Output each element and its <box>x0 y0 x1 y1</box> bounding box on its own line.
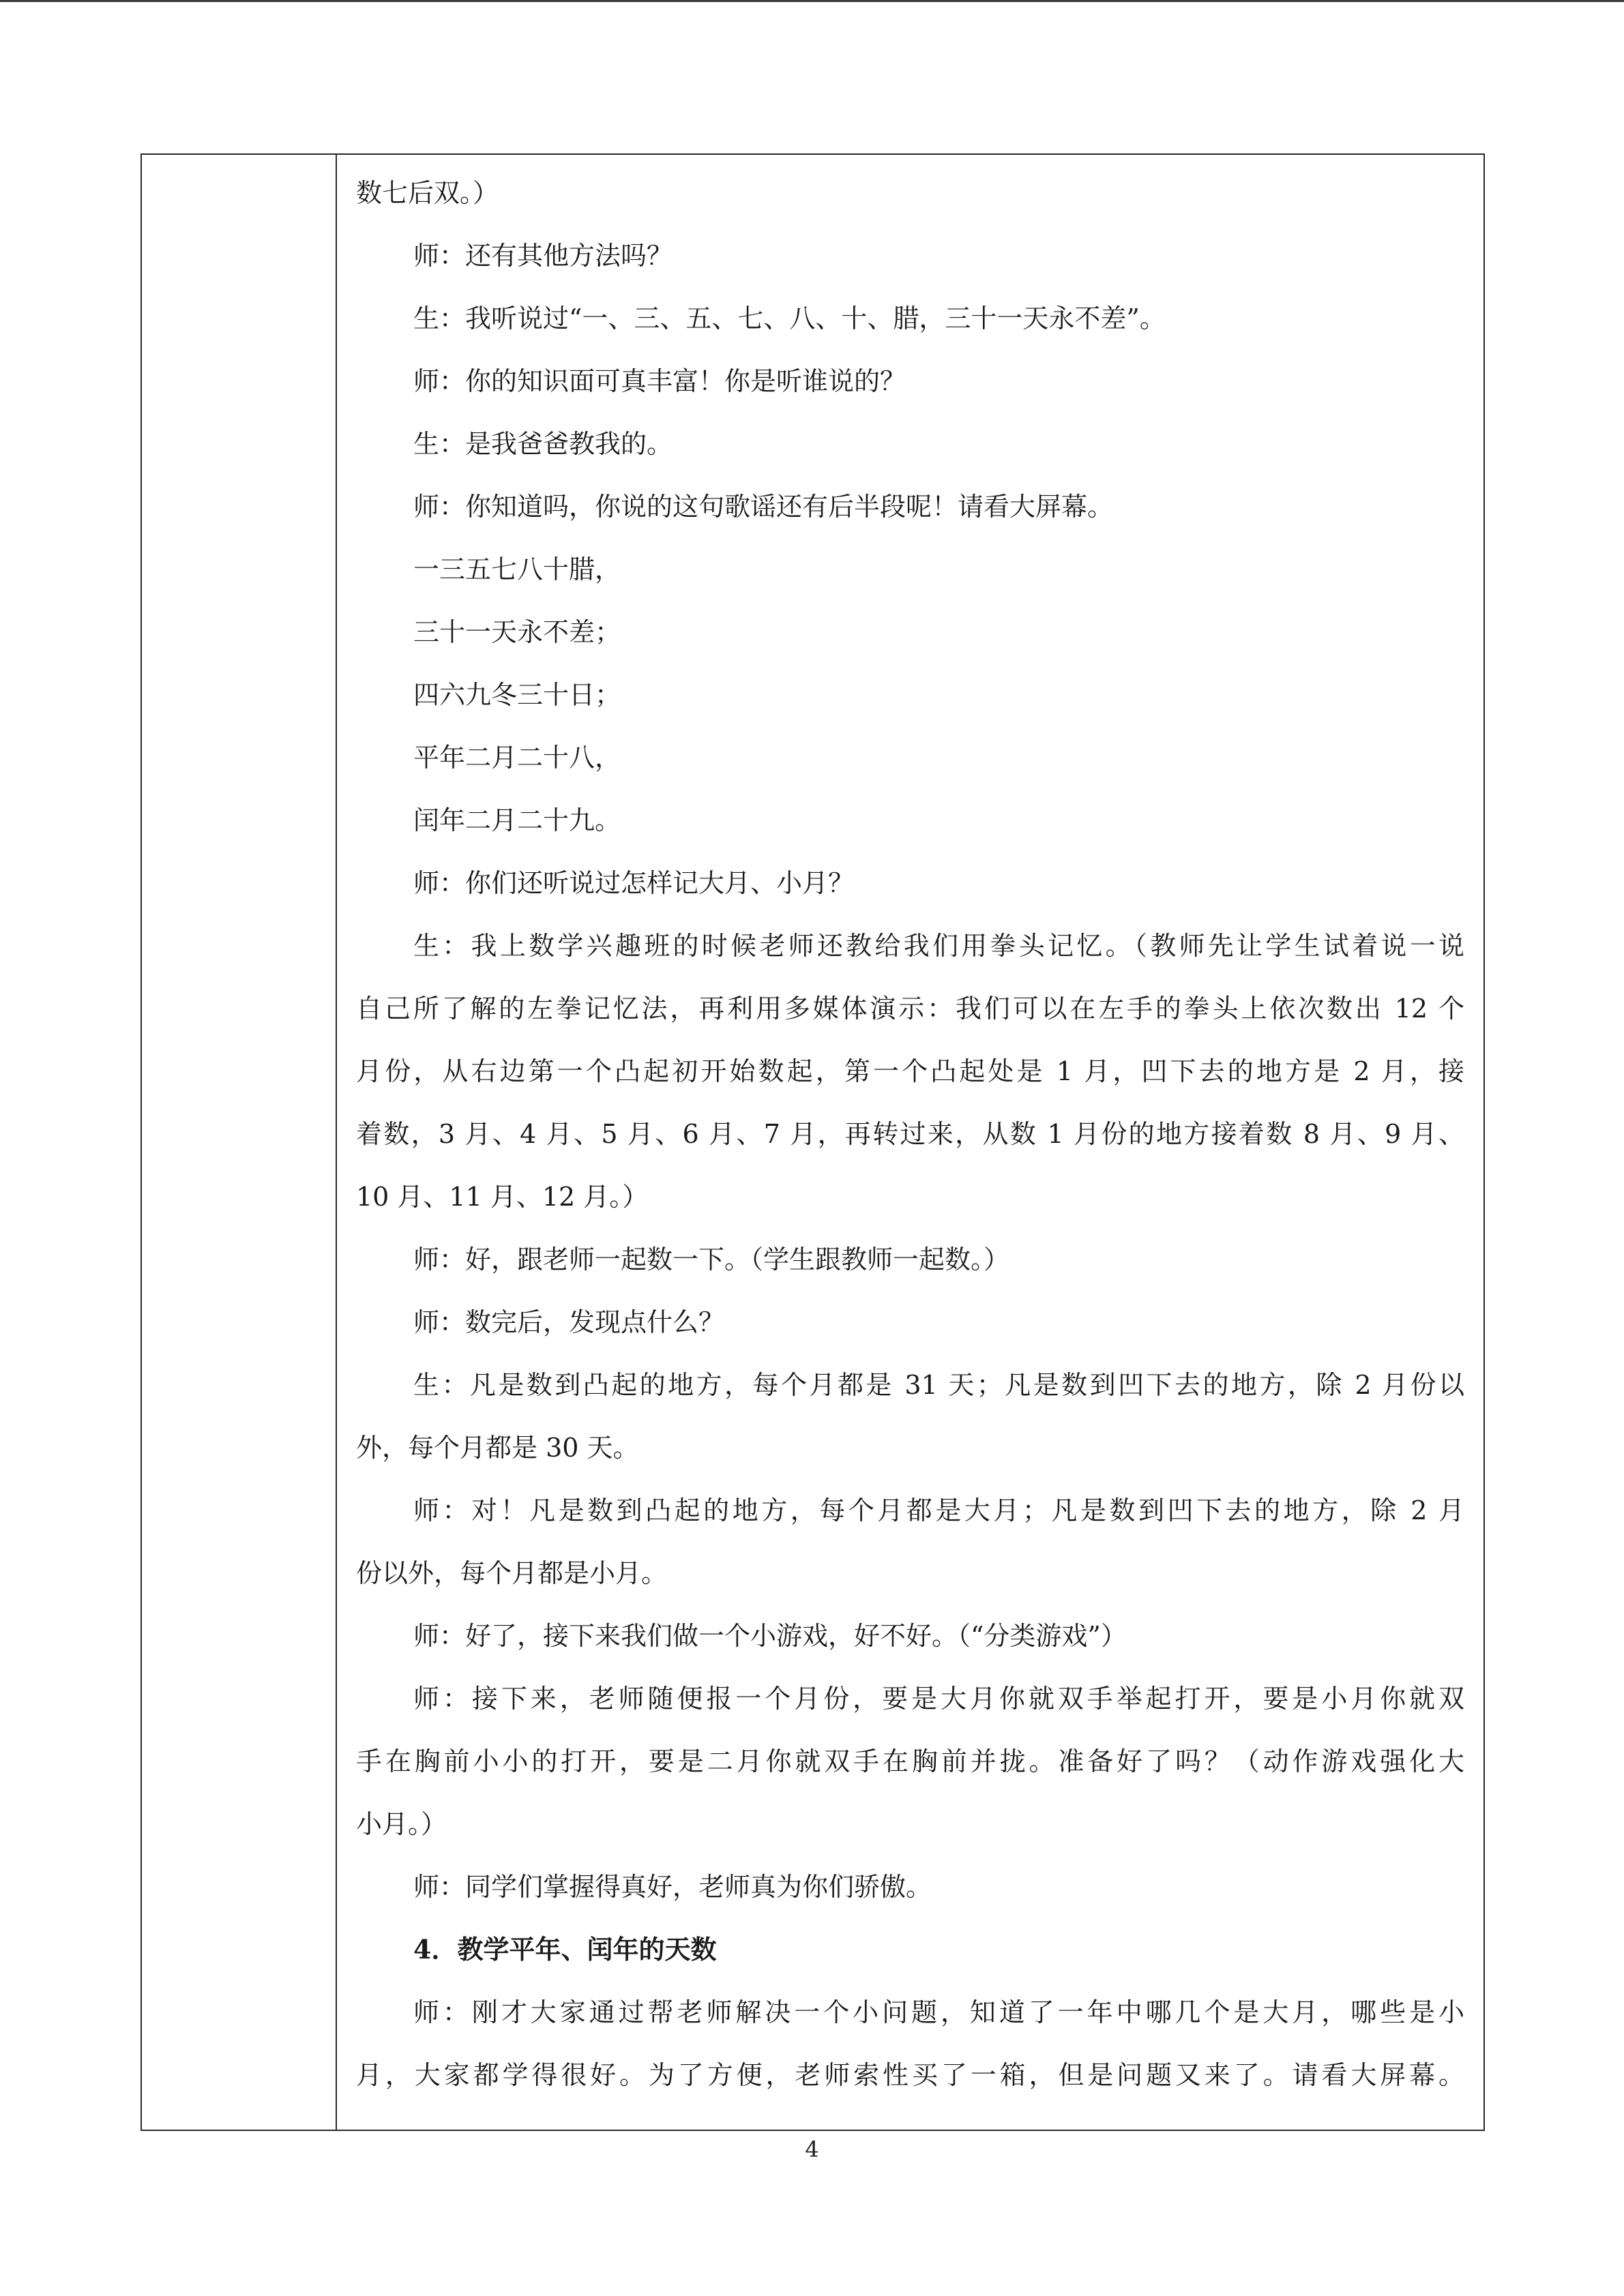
text-line: 师：你的知识面可真丰富！你是听谁说的？ <box>413 366 906 396</box>
text-line: 四六九冬三十日； <box>413 680 621 710</box>
text-line: 三十一天永不差； <box>413 617 621 647</box>
text-line: 生：我上数学兴趣班的时候老师还教给我们用拳头记忆。（教师先让学生试着说一说 <box>413 931 1464 961</box>
text-line: 师：数完后，发现点什么？ <box>413 1307 725 1337</box>
text-line: 着数，3 月、4 月、5 月、6 月、7 月，再转过来，从数 1 月份的地方接着数 8 月、9 月、 <box>356 1119 1464 1149</box>
text-line: 月，大家都学得很好。为了方便，老师索性买了一箱，但是问题又来了。请看大屏幕。 <box>356 2060 1464 2090</box>
text-line: 生：是我爸爸教我的。 <box>413 429 673 459</box>
text-line: 生：我听说过“一、三、五、七、八、十、腊，三十一天永不差”。 <box>413 303 1166 333</box>
text-line: 师：好，跟老师一起数一下。（学生跟教师一起数。） <box>413 1244 1010 1274</box>
text-line: 师：你知道吗，你说的这句歌谣还有后半段呢！请看大屏幕。 <box>413 492 1114 522</box>
text-line: 师：还有其他方法吗？ <box>413 241 673 271</box>
text-line: 师：接下来，老师随便报一个月份，要是大月你就双手举起打开，要是小月你就双 <box>413 1684 1464 1714</box>
text-line: 师：刚才大家通过帮老师解决一个小问题，知道了一年中哪几个是大月，哪些是小 <box>413 1997 1464 2027</box>
text-line: 师：对！凡是数到凸起的地方，每个月都是大月；凡是数到凹下去的地方，除 2 月 <box>413 1495 1464 1525</box>
section-heading: 4．教学平年、闰年的天数 <box>413 1934 717 1965</box>
lesson-plan-table <box>141 153 1485 2131</box>
text-line: 外，每个月都是 30 天。 <box>356 1433 639 1463</box>
text-line: 小月。） <box>356 1809 447 1839</box>
text-line: 数七后双。） <box>356 178 499 208</box>
text-line: 手在胸前小小的打开，要是二月你就双手在胸前并拢。准备好了吗？（动作游戏强化大 <box>356 1746 1464 1776</box>
text-line: 自己所了解的左拳记忆法，再利用多媒体演示：我们可以在左手的拳头上依次数出 12 个 <box>356 994 1464 1024</box>
text-line: 份以外，每个月都是小月。 <box>356 1558 668 1588</box>
page-number: 4 <box>805 2136 819 2162</box>
text-line: 闰年二月二十九。 <box>413 805 621 835</box>
text-line: 生：凡是数到凸起的地方，每个月都是 31 天；凡是数到凹下去的地方，除 2 月份以 <box>413 1370 1464 1400</box>
text-line: 师：好了，接下来我们做一个小游戏，好不好。（“分类游戏”） <box>413 1621 1127 1651</box>
text-line: 师：同学们掌握得真好，老师真为你们骄傲。 <box>413 1872 932 1902</box>
table-left-column <box>142 155 337 2130</box>
text-line: 平年二月二十八， <box>413 743 621 773</box>
text-line: 月份，从右边第一个凸起初开始数起，第一个凸起处是 1 月，凹下去的地方是 2 月，接 <box>356 1056 1464 1086</box>
table-content-cell <box>337 155 1483 2130</box>
text-line: 师：你们还听说过怎样记大月、小月？ <box>413 868 855 898</box>
page-top-rule <box>0 0 1624 2</box>
text-line: 一三五七八十腊， <box>413 554 621 584</box>
text-line: 10 月、11 月、12 月。） <box>356 1182 649 1212</box>
